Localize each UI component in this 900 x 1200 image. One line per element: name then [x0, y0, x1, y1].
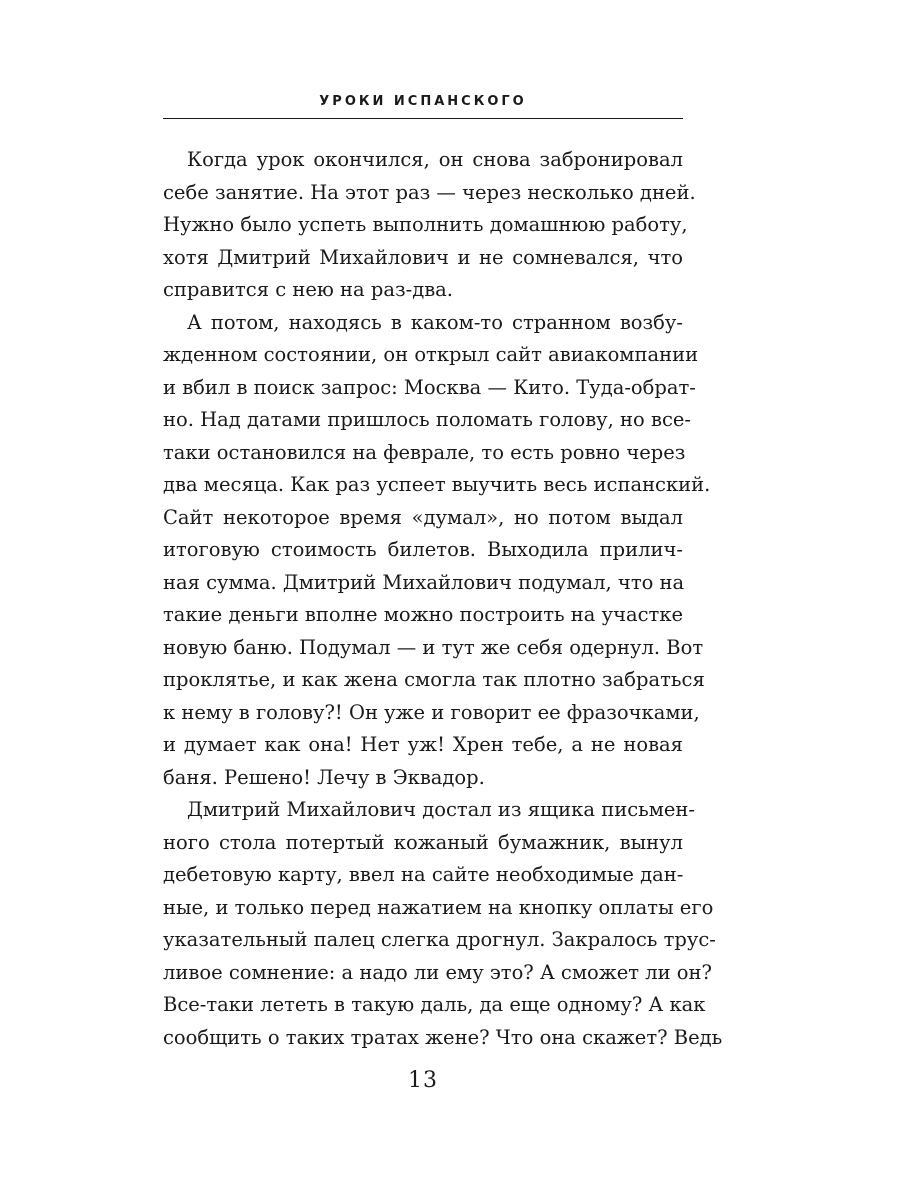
- text-line: баня. Решено! Лечу в Эквадор.: [163, 765, 485, 789]
- text-line: итоговую стоимость билетов. Выходила прилич-: [163, 538, 683, 561]
- text-line: указательный палец слегка дрогнул. Закралось трус-: [163, 928, 716, 951]
- page-number: 13: [408, 1068, 438, 1093]
- text-line: и вбил в поиск запрос: Москва — Кито. Туда-обрат-: [163, 375, 696, 399]
- text-line: новую баню. Подумал — и тут же себя одернул. Вот: [163, 635, 704, 659]
- text-line: сообщить о таких тратах жене? Что она скажет? Ведь: [163, 1025, 723, 1049]
- text-line: к нему в голову?! Он уже и говорит ее фразочками,: [163, 700, 700, 724]
- text-line: и думает как она! Нет уж! Хрен тебе, а не новая: [163, 733, 683, 756]
- text-line: такие деньги вполне можно построить на участке: [163, 603, 684, 626]
- text-line: Сайт некоторое время «думал», но потом выдал: [163, 505, 683, 529]
- text-line: таки остановился на феврале, то есть ровно через: [163, 440, 686, 464]
- text-line: жденном состоянии, он открыл сайт авиакомпании: [163, 343, 699, 366]
- text-line: проклятье, и как жена смогла так плотно забраться: [163, 668, 705, 691]
- text-line: Все-таки лететь в такую даль, да еще одному? А как: [163, 993, 706, 1016]
- text-line: но. Над датами пришлось поломать голову, но все-: [163, 408, 692, 431]
- text-line: ного стола потертый кожаный бумажник, вынул: [163, 830, 683, 854]
- text-line: два месяца. Как раз успеет выучить весь испанский.: [163, 473, 711, 496]
- text-line: себе занятие. На этот раз — через несколько дней.: [163, 180, 696, 204]
- running-head: УРОКИ ИСПАНСКОГО: [163, 92, 683, 119]
- text-line: Когда урок окончился, он снова забронировал: [187, 148, 683, 171]
- body-text: [163, 144, 723, 1054]
- text-line: Нужно было успеть выполнить домашнюю работу,: [163, 213, 688, 236]
- text-line: ливое сомнение: а надо ли ему это? А сможет ли он?: [163, 960, 712, 984]
- text-line: ные, и только перед нажатием на кнопку оплаты его: [163, 895, 714, 919]
- text-line: дебетовую карту, ввел на сайте необходимые дан-: [163, 863, 684, 886]
- text-line: А потом, находясь в каком-то странном возбу-: [187, 310, 683, 334]
- text-line: хотя Дмитрий Михайлович и не сомневался, что: [163, 245, 683, 269]
- text-line: Дмитрий Михайлович достал из ящика письмен-: [187, 798, 696, 821]
- text-line: ная сумма. Дмитрий Михайлович подумал, что на: [163, 570, 685, 594]
- text-line: справится с нею на раз-два.: [163, 278, 454, 301]
